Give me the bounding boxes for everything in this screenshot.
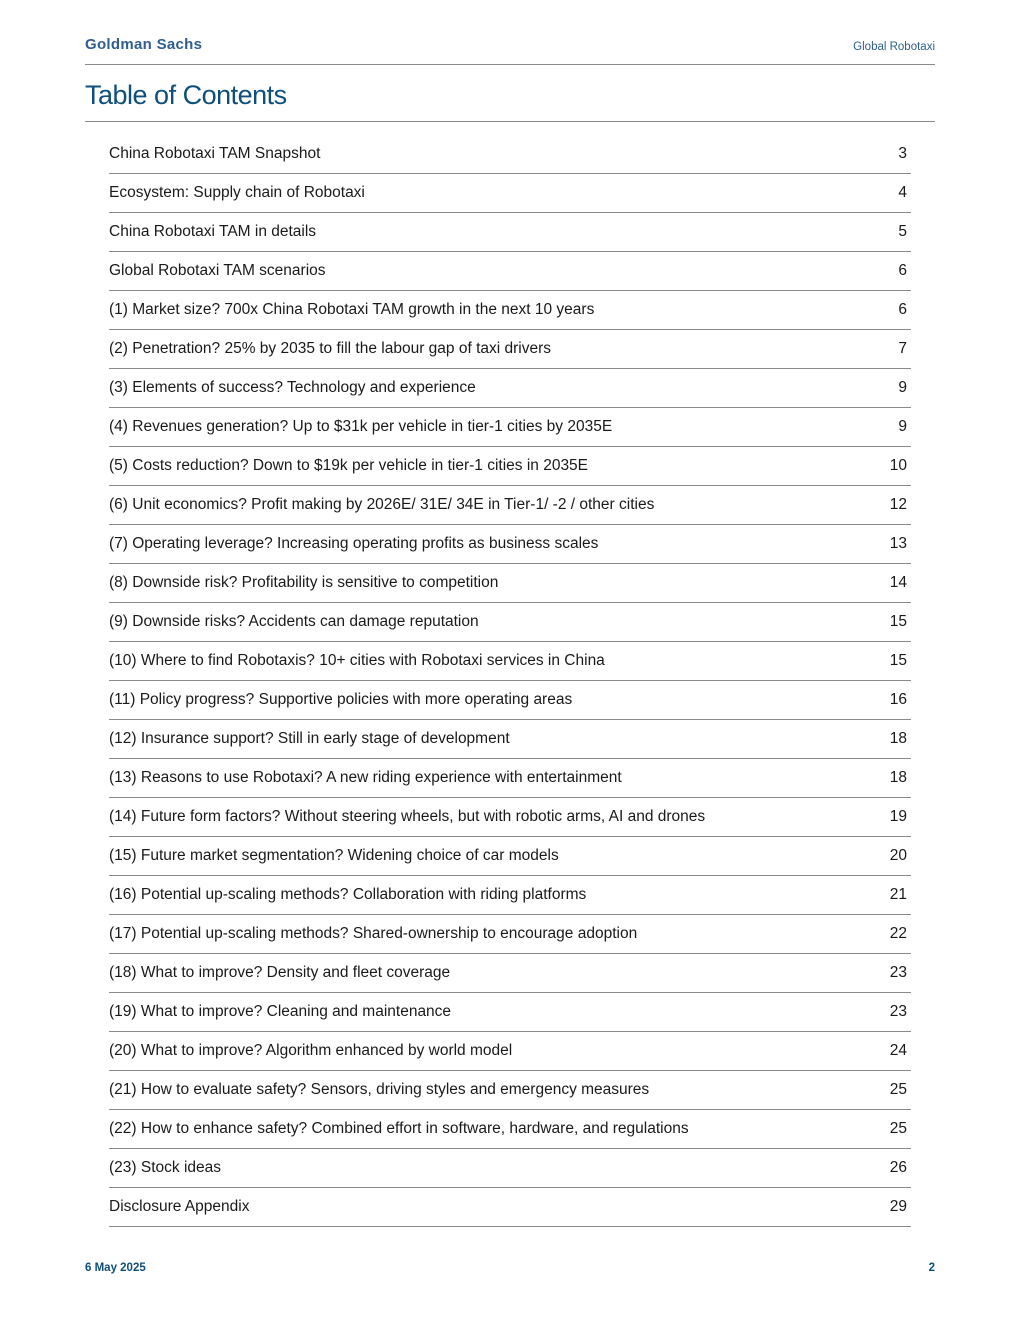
toc-entry-title[interactable]: (11) Policy progress? Supportive policies with more operating areas	[109, 691, 573, 708]
toc-entry[interactable]	[109, 486, 911, 525]
toc-entry-title[interactable]: (1) Market size? 700x China Robotaxi TAM growth in the next 10 years	[109, 301, 595, 318]
toc-entry-title[interactable]: (7) Operating leverage? Increasing operating profits as business scales	[109, 535, 599, 552]
toc-entry-title[interactable]: (17) Potential up-scaling methods? Shared-ownership to encourage adoption	[109, 925, 638, 942]
toc-entry-page[interactable]: 4	[898, 184, 907, 201]
toc-entry-title[interactable]: (9) Downside risks? Accidents can damage reputation	[109, 613, 479, 630]
toc-entry[interactable]	[109, 1032, 911, 1071]
toc-entry[interactable]	[109, 564, 911, 603]
toc-entry-title[interactable]: (10) Where to find Robotaxis? 10+ cities with Robotaxi services in China	[109, 652, 605, 669]
toc-entry-page[interactable]: 21	[889, 886, 907, 903]
toc-entry[interactable]	[109, 837, 911, 876]
table-of-contents	[109, 135, 911, 1227]
toc-entry-page[interactable]: 14	[889, 574, 907, 591]
toc-entry[interactable]	[109, 330, 911, 369]
toc-entry-page[interactable]: 9	[898, 418, 907, 435]
toc-entry-title[interactable]: (6) Unit economics? Profit making by 2026E/ 31E/ 34E in Tier-1/ -2 / other cities	[109, 496, 655, 513]
toc-entry-title[interactable]: Ecosystem: Supply chain of Robotaxi	[109, 184, 365, 201]
toc-entry-page[interactable]: 20	[889, 847, 907, 864]
toc-entry-page[interactable]: 16	[889, 691, 907, 708]
page-header	[85, 34, 935, 65]
toc-entry-page[interactable]: 26	[889, 1159, 907, 1176]
toc-entry[interactable]	[109, 798, 911, 837]
toc-entry-page[interactable]: 18	[889, 730, 907, 747]
toc-entry-page[interactable]: 18	[889, 769, 907, 786]
toc-entry-title[interactable]: (19) What to improve? Cleaning and maintenance	[109, 1003, 452, 1020]
title-divider	[85, 121, 935, 122]
toc-entry-page[interactable]: 10	[889, 457, 907, 474]
toc-entry-page[interactable]: 7	[898, 340, 907, 357]
toc-entry-title[interactable]: (2) Penetration? 25% by 2035 to fill the labour gap of taxi drivers	[109, 340, 552, 357]
toc-entry[interactable]	[109, 174, 911, 213]
toc-entry[interactable]	[109, 1071, 911, 1110]
toc-entry-title[interactable]: (20) What to improve? Algorithm enhanced by world model	[109, 1042, 513, 1059]
toc-entry[interactable]	[109, 408, 911, 447]
toc-entry[interactable]	[109, 291, 911, 330]
toc-entry-page[interactable]: 15	[889, 652, 907, 669]
toc-entry-title[interactable]: (12) Insurance support? Still in early stage of development	[109, 730, 510, 747]
toc-entry[interactable]	[109, 1149, 911, 1188]
toc-entry-title[interactable]: (22) How to enhance safety? Combined effort in software, hardware, and regulations	[109, 1120, 689, 1137]
footer-page-number: 2	[928, 1262, 935, 1274]
toc-entry-title[interactable]: (18) What to improve? Density and fleet coverage	[109, 964, 451, 981]
toc-entry-page[interactable]: 6	[898, 301, 907, 318]
toc-entry-page[interactable]: 9	[898, 379, 907, 396]
toc-entry-page[interactable]: 15	[889, 613, 907, 630]
toc-entry-title[interactable]: (3) Elements of success? Technology and experience	[109, 379, 476, 396]
toc-entry-title[interactable]: China Robotaxi TAM in details	[109, 223, 317, 240]
toc-entry[interactable]	[109, 720, 911, 759]
toc-entry-page[interactable]: 5	[898, 223, 907, 240]
toc-entry-title[interactable]: (4) Revenues generation? Up to $31k per vehicle in tier-1 cities by 2035E	[109, 418, 613, 435]
toc-entry-page[interactable]: 12	[889, 496, 907, 513]
toc-entry-title[interactable]: Disclosure Appendix	[109, 1198, 250, 1215]
toc-entry-page[interactable]: 23	[889, 1003, 907, 1020]
toc-entry[interactable]	[109, 642, 911, 681]
toc-entry-title[interactable]: (8) Downside risk? Profitability is sensitive to competition	[109, 574, 499, 591]
toc-entry-title[interactable]: (5) Costs reduction? Down to $19k per vehicle in tier-1 cities in 2035E	[109, 457, 589, 474]
toc-entry[interactable]	[109, 525, 911, 564]
toc-entry[interactable]	[109, 759, 911, 798]
page-title: Table of Contents	[85, 80, 287, 110]
toc-entry[interactable]	[109, 993, 911, 1032]
brand-name: Goldman Sachs	[85, 36, 203, 53]
report-name: Global Robotaxi	[853, 41, 935, 53]
toc-entry-page[interactable]: 23	[889, 964, 907, 981]
toc-entry[interactable]	[109, 954, 911, 993]
toc-entry-title[interactable]: (21) How to evaluate safety? Sensors, driving styles and emergency measures	[109, 1081, 650, 1098]
toc-entry-title[interactable]: China Robotaxi TAM Snapshot	[109, 145, 321, 162]
toc-entry-title[interactable]: (13) Reasons to use Robotaxi? A new riding experience with entertainment	[109, 769, 622, 786]
toc-entry-page[interactable]: 19	[889, 808, 907, 825]
toc-entry-title[interactable]: (14) Future form factors? Without steering wheels, but with robotic arms, AI and drones	[109, 808, 706, 825]
toc-entry[interactable]	[109, 876, 911, 915]
toc-entry[interactable]	[109, 213, 911, 252]
toc-entry[interactable]	[109, 1110, 911, 1149]
toc-entry-title[interactable]: (15) Future market segmentation? Widening choice of car models	[109, 847, 559, 864]
toc-entry[interactable]	[109, 252, 911, 291]
toc-entry[interactable]	[109, 915, 911, 954]
toc-entry-page[interactable]: 25	[889, 1120, 907, 1137]
toc-entry[interactable]	[109, 603, 911, 642]
toc-entry-title[interactable]: (16) Potential up-scaling methods? Collaboration with riding platforms	[109, 886, 587, 903]
toc-entry-page[interactable]: 24	[889, 1042, 907, 1059]
toc-entry-page[interactable]: 13	[889, 535, 907, 552]
toc-entry[interactable]	[109, 447, 911, 486]
toc-entry-page[interactable]: 6	[898, 262, 907, 279]
footer-date: 6 May 2025	[85, 1262, 146, 1274]
toc-entry-page[interactable]: 29	[889, 1198, 907, 1215]
toc-entry[interactable]	[109, 1188, 911, 1227]
toc-entry[interactable]	[109, 135, 911, 174]
toc-entry-page[interactable]: 25	[889, 1081, 907, 1098]
toc-entry-title[interactable]: (23) Stock ideas	[109, 1159, 221, 1176]
toc-entry-page[interactable]: 3	[898, 145, 907, 162]
toc-entry[interactable]	[109, 681, 911, 720]
toc-entry-title[interactable]: Global Robotaxi TAM scenarios	[109, 262, 326, 279]
toc-entry[interactable]	[109, 369, 911, 408]
toc-entry-page[interactable]: 22	[889, 925, 907, 942]
